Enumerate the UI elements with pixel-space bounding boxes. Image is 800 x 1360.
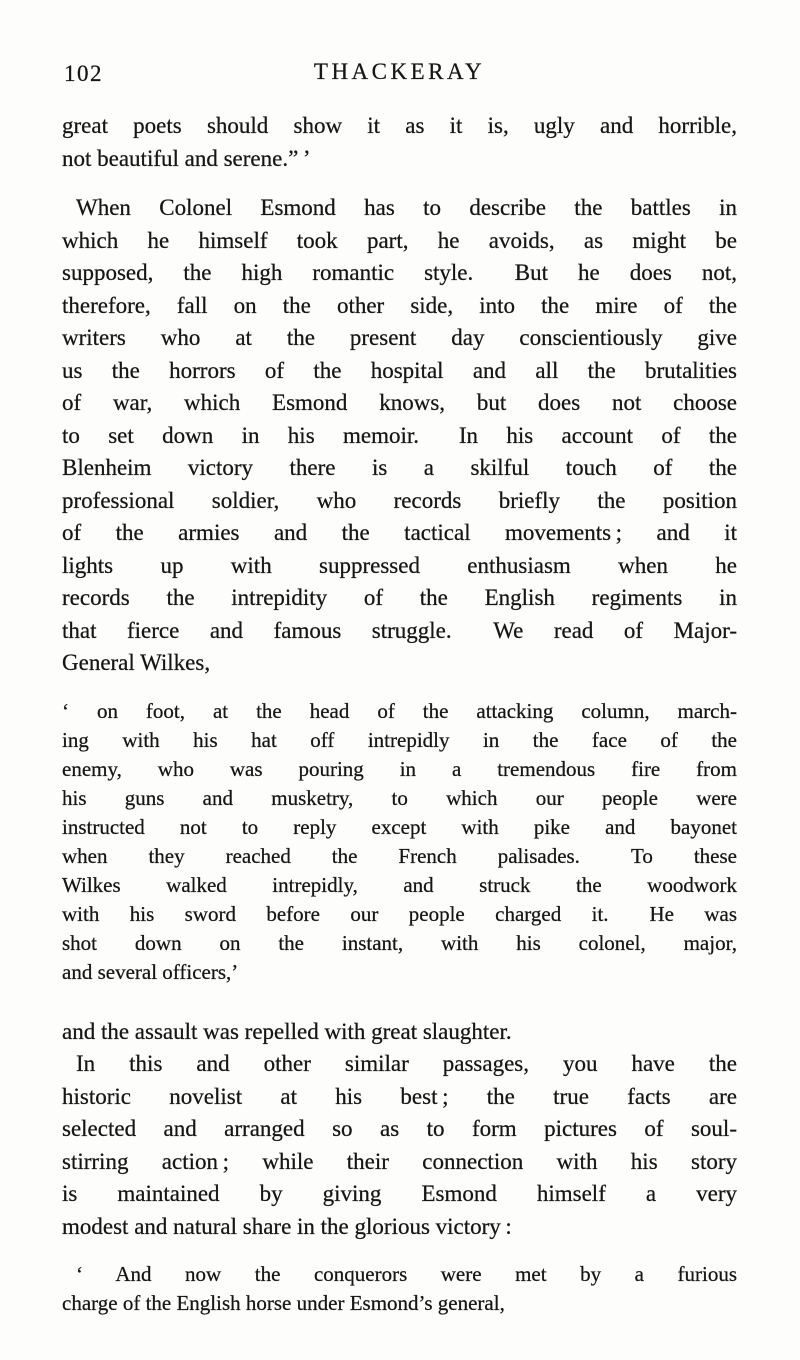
text-line: writers who at the present day conscientiously give <box>62 325 737 350</box>
text-line: that fierce and famous struggle. We read of Major- <box>62 617 737 643</box>
text-line: Wilkes walked intrepidly, and struck the woodwork <box>62 872 737 897</box>
text-line: supposed, the high romantic style. But he does not, <box>62 260 737 285</box>
text-line: which he himself took part, he avoids, as might be <box>62 227 737 253</box>
text-line: enemy, who was pouring in a tremendous fire from <box>62 756 737 781</box>
text-line: not beautiful and serene.” ’ <box>62 145 311 171</box>
text-line: selected and arranged so as to form pictures of soul- <box>62 1116 737 1141</box>
text-line: lights up with suppressed enthusiasm when he <box>62 552 737 578</box>
paragraph <box>62 1048 737 1243</box>
text-line: and the assault was repelled with great slaughter. <box>62 1018 512 1044</box>
text-line: charge of the English horse under Esmond’s general, <box>62 1291 505 1315</box>
text-line: ‘ And now the conquerors were met by a furious <box>76 1262 737 1286</box>
text-line: with his sword before our people charged it. He was <box>62 901 737 926</box>
page-header <box>62 58 737 90</box>
text-line: and several officers,’ <box>62 959 239 984</box>
text-line: when they reached the French palisades. To these <box>62 843 737 868</box>
paragraph <box>62 192 737 680</box>
text-line: instructed not to reply except with pike and bayonet <box>62 814 737 839</box>
text-line: modest and natural share in the glorious victory : <box>62 1213 512 1239</box>
block-quote <box>62 697 737 987</box>
text-line: is maintained by giving Esmond himself a very <box>62 1181 737 1206</box>
text-line: records the intrepidity of the English regiments in <box>62 585 737 610</box>
text-line: of the armies and the tactical movements ; and it <box>62 520 737 545</box>
block-quote <box>62 1260 737 1318</box>
page-number: 102 <box>64 61 103 86</box>
text-line: his guns and musketry, to which our people were <box>62 785 737 810</box>
text-line: ‘ on foot, at the head of the attacking column, march- <box>62 698 737 723</box>
text-line: of war, which Esmond knows, but does not choose <box>62 390 737 415</box>
text-line: Blenheim victory there is a skilful touch of the <box>62 455 737 480</box>
text-line: historic novelist at his best ; the true facts are <box>62 1083 737 1109</box>
paragraph <box>62 1016 737 1049</box>
text-line: ing with his hat off intrepidly in the face of the <box>62 727 737 752</box>
text-line: In this and other similar passages, you have the <box>76 1051 737 1076</box>
running-title: THACKERAY <box>313 59 486 84</box>
text-line: therefore, fall on the other side, into the mire of the <box>62 292 737 318</box>
text-line: to set down in his memoir. In his account of the <box>62 422 737 448</box>
text-line: When Colonel Esmond has to describe the battles in <box>76 195 737 220</box>
text-line: General Wilkes, <box>62 650 211 675</box>
text-column <box>62 110 737 1318</box>
text-line: professional soldier, who records briefly the position <box>62 487 737 513</box>
text-line: shot down on the instant, with his colonel, major, <box>62 930 737 955</box>
text-line: great poets should show it as it is, ugly and horrible, <box>62 113 737 138</box>
text-line: stirring action ; while their connection with his story <box>62 1148 737 1174</box>
text-line: us the horrors of the hospital and all the brutalities <box>62 357 737 383</box>
paragraph <box>62 110 737 175</box>
